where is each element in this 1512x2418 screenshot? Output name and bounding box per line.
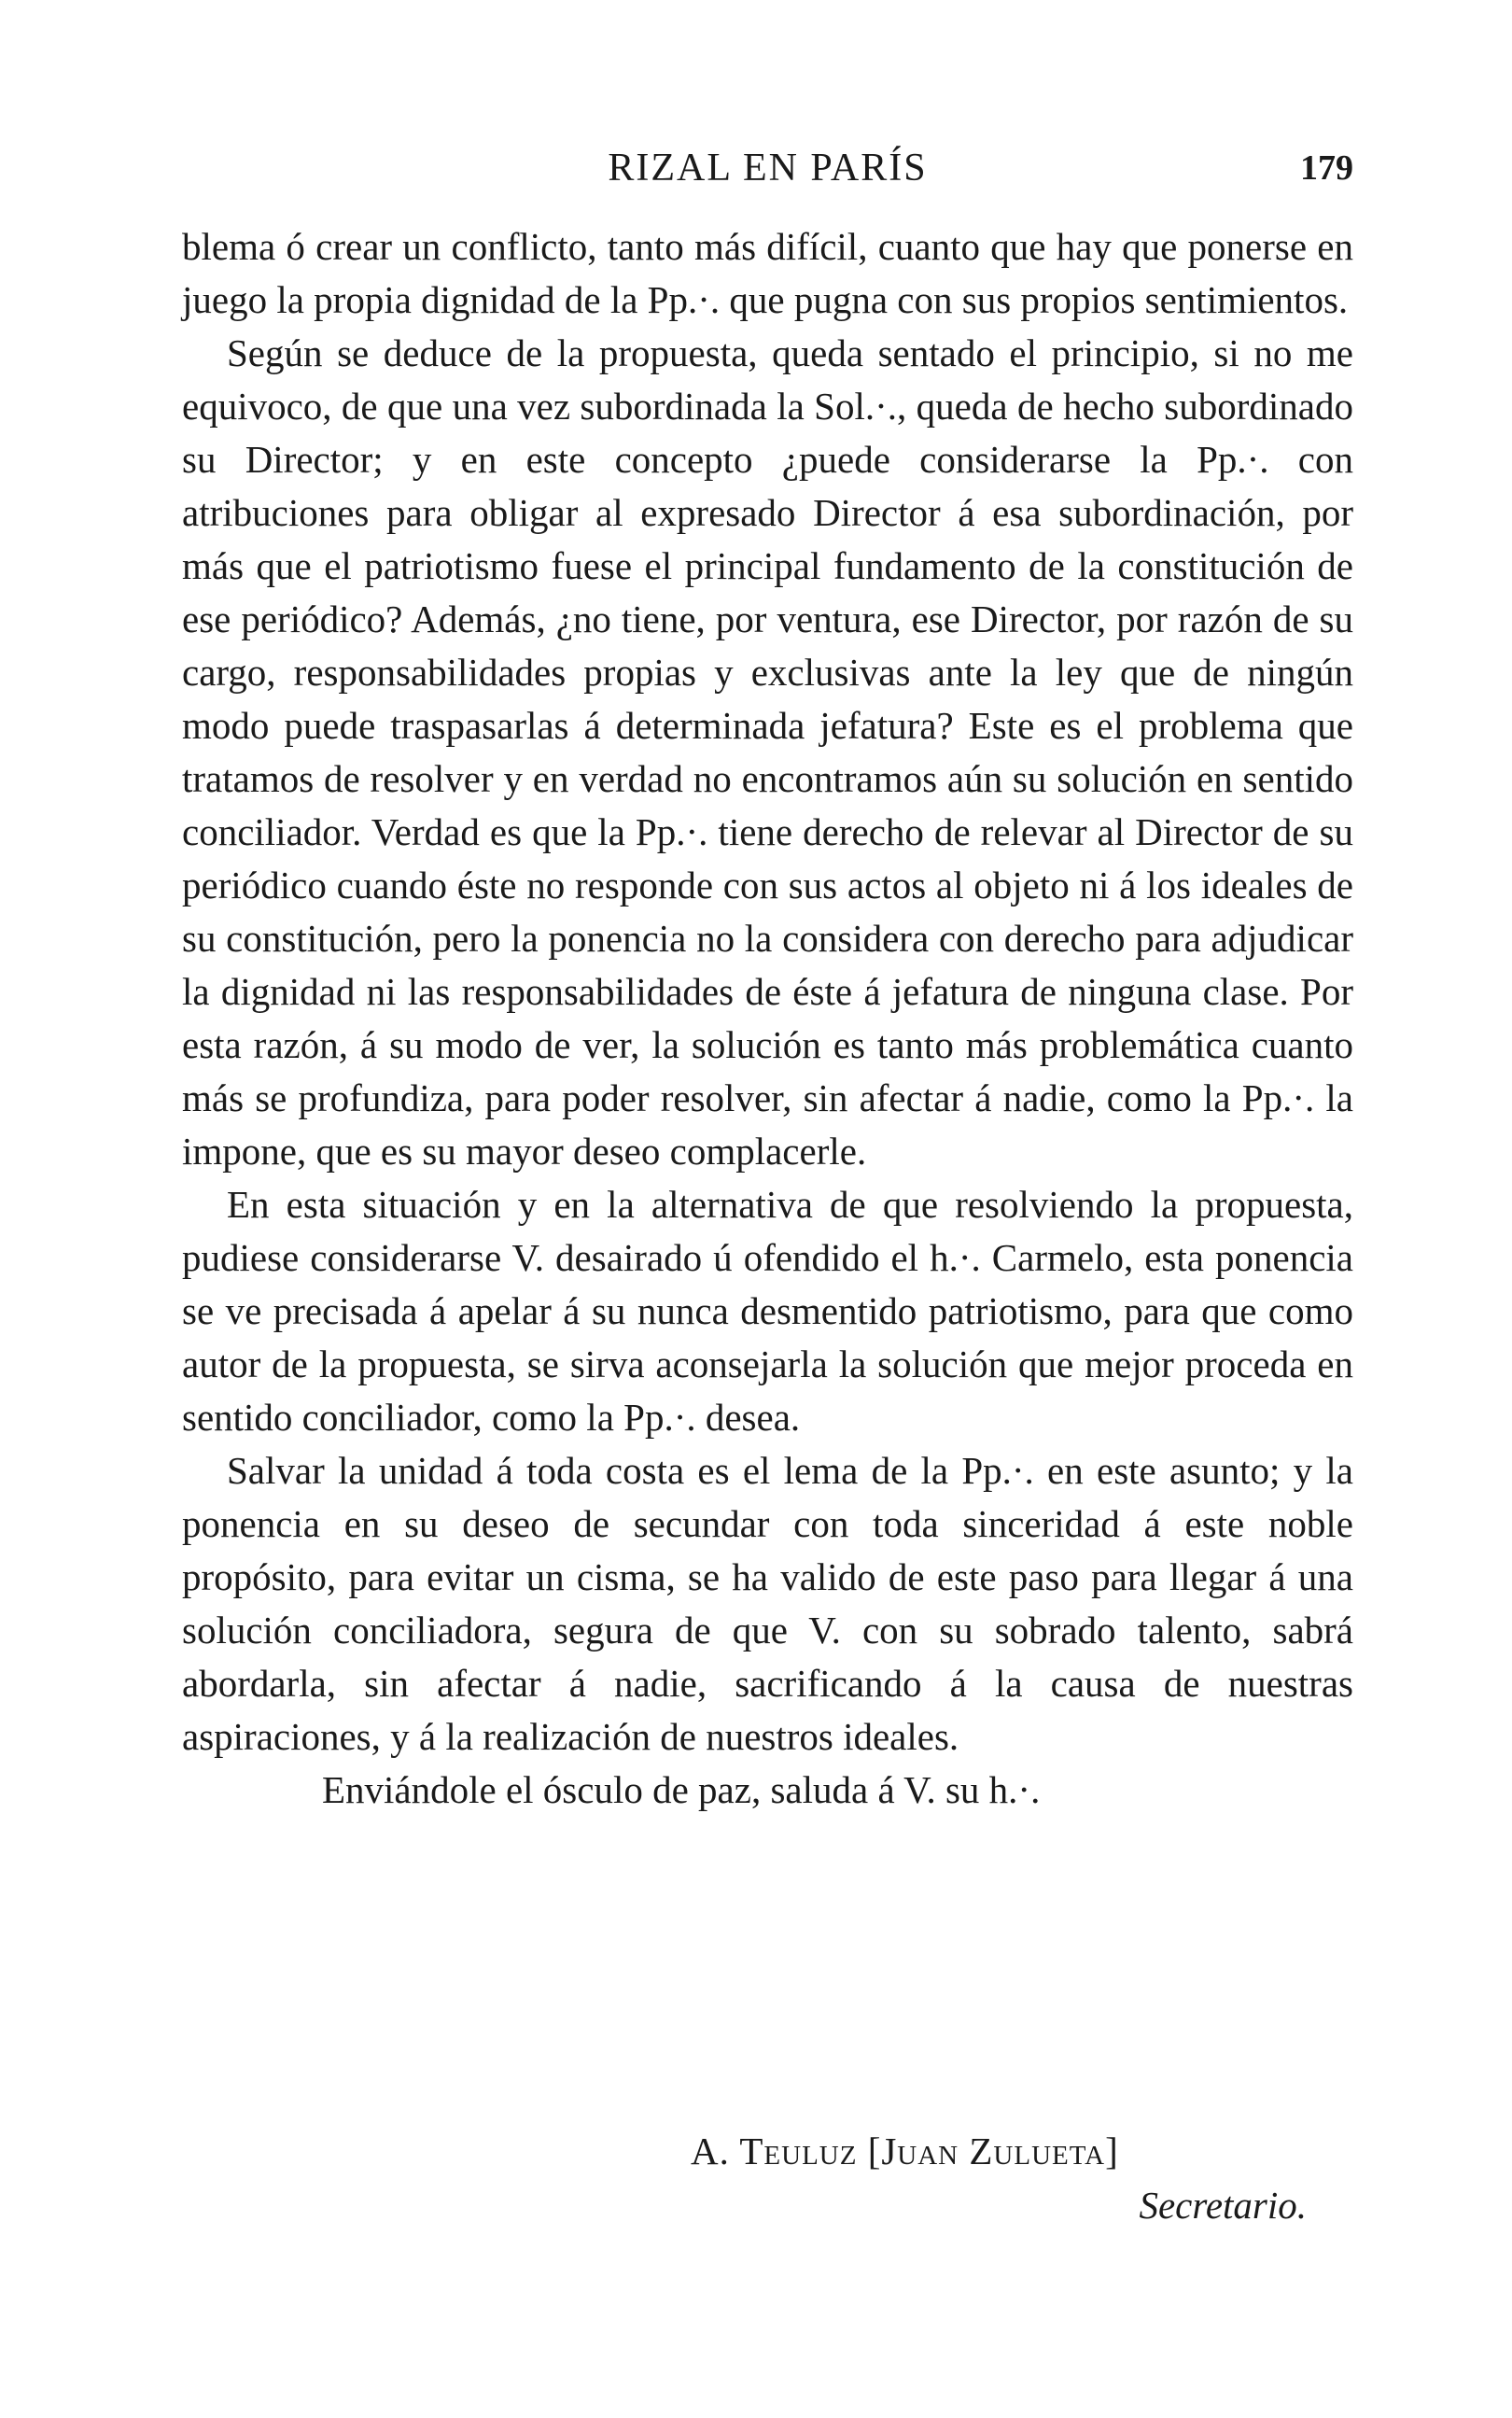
paragraph: En esta situación y en la alternativa de que resolviendo la propuesta, pudiese considerarse V. desairado ú ofendido el h.·. Carmelo, esta ponencia se ve precisada á apelar á su nunca desmentido patriotismo, para que como autor de la propuesta, se sirva aconsejarla la solución que mejor proceda en sentido conciliador, como la Pp.·. desea.: [182, 1183, 1353, 1439]
running-head: [182, 140, 1353, 196]
page-number: 179: [1300, 148, 1353, 188]
signatory-role: Secretario.: [1139, 2184, 1307, 2227]
closing-salutation: Enviándole el ósculo de paz, saluda á V. su h.·.: [322, 1768, 1041, 1811]
paragraph: Salvar la unidad á toda costa es el lema de la Pp.·. en este asunto; y la ponencia en su deseo de secundar con toda sinceridad á este noble propósito, para evitar un cisma, se ha valido de este paso para llegar á una solución conciliadora, segura de que V. con su sobrado talento, sabrá abordarla, sin afectar á nadie, sacrificando á la causa de nuestras aspiraciones, y á la realización de nuestros ideales.: [182, 1449, 1353, 1758]
body-text: [182, 220, 1353, 1817]
signature-block: [691, 2124, 1344, 2232]
paragraph-continuation: blema ó crear un conflicto, tanto más difícil, cuanto que hay que ponerse en juego la propia dignidad de la Pp.·. que pugna con sus propios sentimientos.: [182, 225, 1353, 321]
running-title: RIZAL EN PARÍS: [608, 147, 928, 190]
paragraph: Según se deduce de la propuesta, queda sentado el principio, si no me equivoco, de que una vez subordinada la Sol.·., queda de hecho subordinado su Director; y en este concepto ¿puede considerarse la Pp.·. con atribuciones para obligar al expresado Director á esa subordinación, por más que el patriotismo fuese el principal fundamento de la constitución de ese periódico? Además, ¿no tiene, por ventura, ese Director, por razón de su cargo, responsabilidades propias y exclusivas ante la ley que de ningún modo puede traspasarlas á determinada jefatura? Este es el problema que tratamos de resolver y en verdad no encontramos aún su solución en sentido conciliador. Verdad es que la Pp.·. tiene derecho de relevar al Director de su periódico cuando éste no responde con sus actos al objeto ni á los ideales de su constitución, pero la ponencia no la considera con derecho para adjudicar la dignidad ni las responsabilidades de éste á jefatura de ninguna clase. Por esta razón, á su modo de ver, la solución es tanto más problemática cuanto más se profundiza, para poder resolver, sin afectar á nadie, como la Pp.·. la impone, que es su mayor deseo complacerle.: [182, 331, 1353, 1173]
signatory-name: A. Teuluz [Juan Zulueta]: [691, 2130, 1119, 2172]
